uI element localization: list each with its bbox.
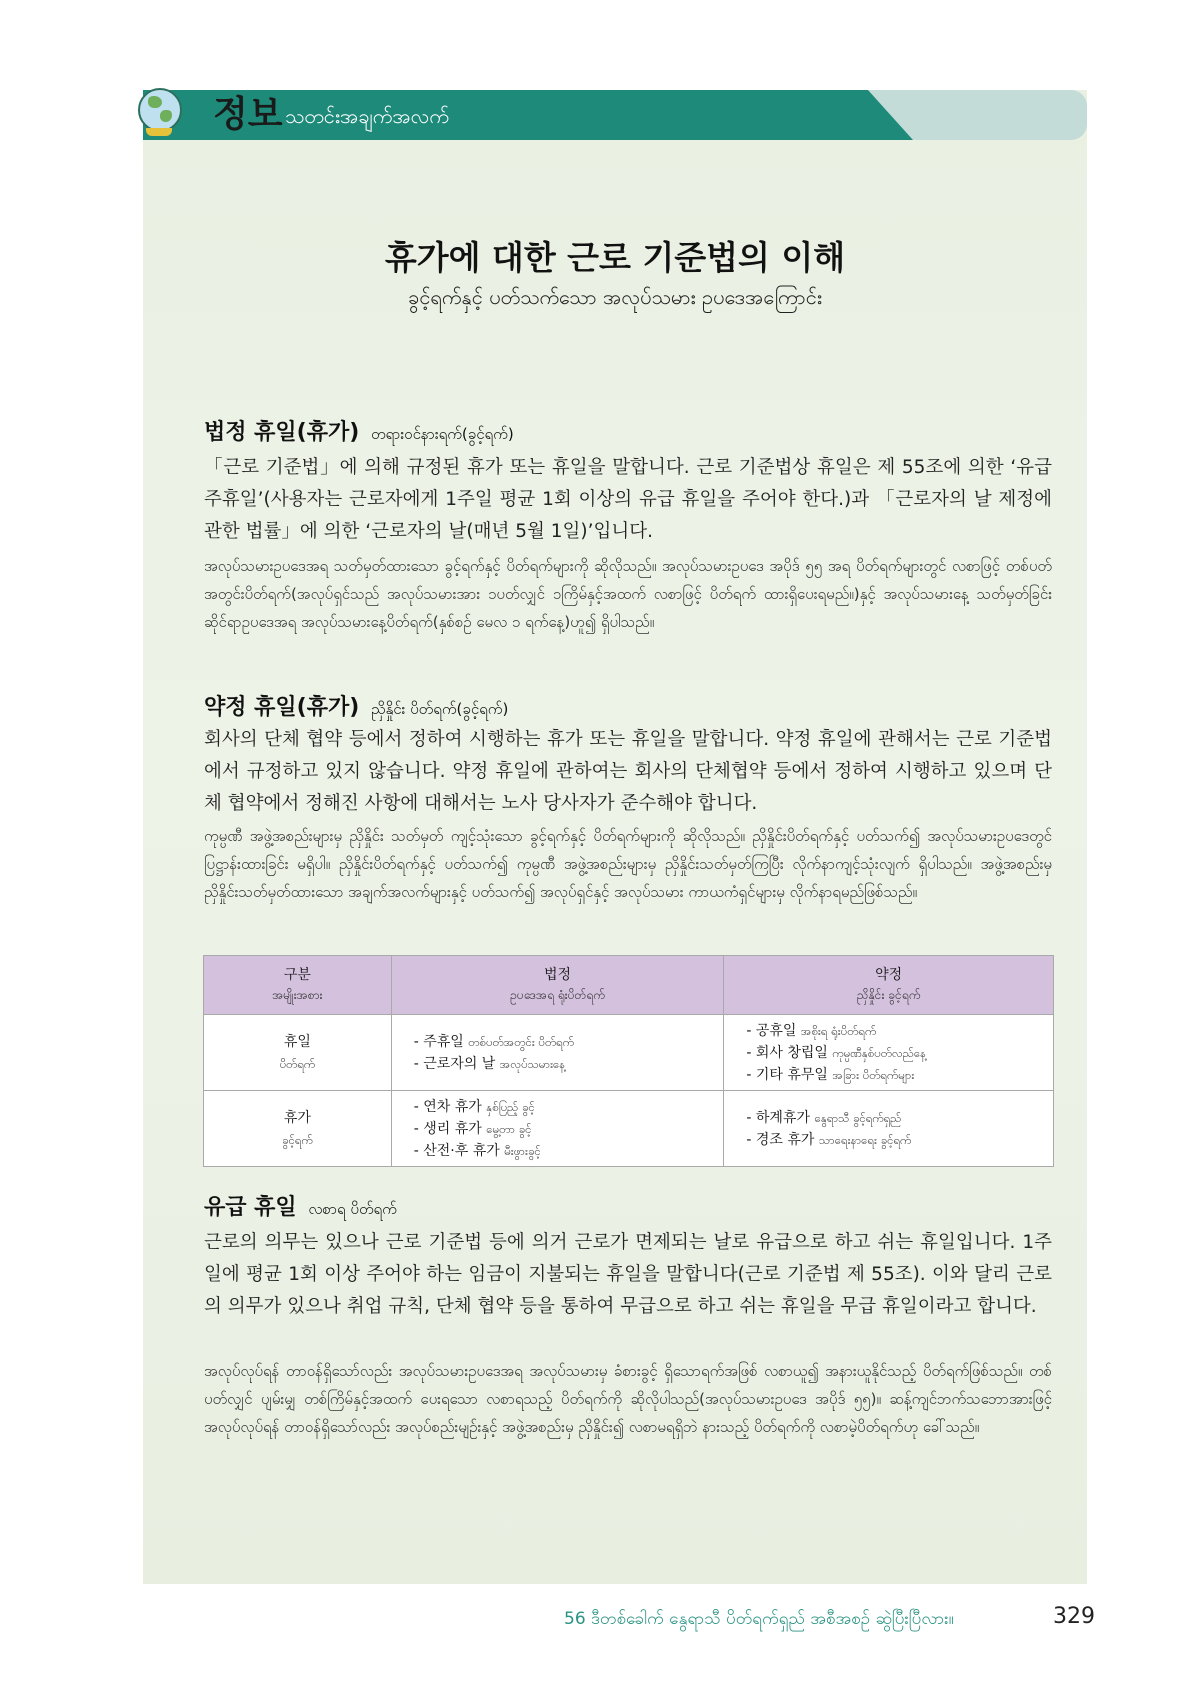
table-header: 약정 ညှိနှိုင်း ခွင့်ရက် xyxy=(724,956,1054,1015)
table-cell-legal: - 주휴일 တစ်ပတ်အတွင်း ပိတ်ရက် - 근로자의 날 အလုပ်သမားနေ့ xyxy=(391,1015,724,1091)
section-heading-ko: 유급 휴일 xyxy=(204,1195,297,1220)
section-heading-my: လစာရ ပိတ်ရက် xyxy=(308,1200,397,1218)
table-row xyxy=(204,1015,1054,1091)
section-body-ko: 「근로 기준법」에 의해 규정된 휴가 또는 휴일을 말합니다. 근로 기준법상 휴일은 제 55조에 의한 ‘유급 주휴일’(사용자는 근로자에게 1주일 평균 1회 이상의 유급 휴일을 주어야 한다.)과 「근로자의 날 제정에 관한 법률」에 의한 ‘근로자의 날(매년 5월 1일)’입니다. xyxy=(204,457,1052,542)
holiday-table xyxy=(203,955,1054,1167)
table-header: 구분 အမျိုးအစား xyxy=(204,956,392,1015)
table-cell-agreed: - 하계휴가 နွေရာသီ ခွင့်ရက်ရှည် - 경조 휴가 သာရေးနာရေး ခွင့်ရက် xyxy=(724,1091,1054,1167)
globe-icon xyxy=(138,88,182,132)
table-cell-agreed: - 공휴일 အစိုးရ ရုံးပိတ်ရက် - 회사 창립일 ကုမ္ပဏီနှစ်ပတ်လည်နေ့ - 기타 휴무일 အခြား ပိတ်ရက်များ xyxy=(724,1015,1054,1091)
banner-label-ko: 정보 xyxy=(213,94,283,135)
table-header-row xyxy=(204,956,1054,1015)
page-number: 329 xyxy=(1053,1604,1095,1629)
section-heading-agreed xyxy=(204,690,508,722)
table-cell-legal: - 연차 휴가 နှစ်ပြည့် ခွင့် - 생리 휴가 မွေ့တာ ခွင့် - 산전·후 휴가 မီးဖွားခွင့် xyxy=(391,1091,724,1167)
section-heading-my: တရားဝင်နားရက်(ခွင့်ရက်) xyxy=(370,425,514,443)
page-title: 휴가에 대한 근로 기준법의 이해 xyxy=(384,238,846,277)
section-heading-my: ညှိနှိုင်း ပိတ်ရက်(ခွင့်ရက်) xyxy=(370,700,509,718)
section-heading-ko: 약정 휴일(휴가) xyxy=(204,695,360,720)
section-body-my: အလုပ်လုပ်ရန် တာဝန်ရှိသော်လည်း အလုပ်သမားဥပဒေအရ အလုပ်သမားမှ ခံစားခွင့် ရှိသောရက်အဖြစ် လစာယူ၍ အနားယူနိုင်သည့် ပိတ်ရက်ဖြစ်သည်။ တစ်ပတ်လျှင် ပျမ်းမျှ တစ်ကြိမ်နှင့်အထက် ပေးရသော လစာရသည့် ပိတ်ရက်ကို ဆိုလိုပါသည်(အလုပ်သမားဥပဒေ အပိုဒ် ၅၅)။ ဆန့်ကျင်ဘက်သဘောအားဖြင့် အလုပ်လုပ်ရန် တာဝန်ရှိသော်လည်း အလုပ်စည်းမျဉ်းနှင့် အဖွဲ့အစည်းမှ ညှိနှိုင်း၍ လစာမရရှိဘဲ နားသည့် ပိတ်ရက်ကို လစာမဲ့ပိတ်ရက်ဟု ခေါ်သည်။ xyxy=(204,1362,1052,1436)
section-body-my: အလုပ်သမားဥပဒေအရ သတ်မှတ်ထားသော ခွင့်ရက်နှင့် ပိတ်ရက်များကို ဆိုလိုသည်။ အလုပ်သမားဥပဒေ အပိုဒ် ၅၅ အရ ပိတ်ရက်များတွင် လစာဖြင့် တစ်ပတ်အတွင်းပိတ်ရက်(အလုပ်ရှင်သည် အလုပ်သမားအား ၁ပတ်လျှင် ၁ကြိမ်နှင့်အထက် လစာဖြင့် ပိတ်ရက် ထားရှိပေးရမည်။)နှင့် အလုပ်သမားနေ့ သတ်မှတ်ခြင်းဆိုင်ရာဥပဒေအရ အလုပ်သမားနေ့ပိတ်ရက်(နှစ်စဉ် မေလ ၁ ရက်နေ့)ဟူ၍ ရှိပါသည်။ xyxy=(204,557,1052,631)
table-row xyxy=(204,1091,1054,1167)
globe-stand-icon xyxy=(146,128,172,136)
section-body-ko: 회사의 단체 협약 등에서 정하여 시행하는 휴가 또는 휴일을 말합니다. 약정 휴일에 관해서는 근로 기준법에서 규정하고 있지 않습니다. 약정 휴일에 관하여는 회사의 단체협약 등에서 정하여 시행하고 있으며 단체 협약에서 정해진 사항에 대해서는 노사 당사자가 준수해야 합니다. xyxy=(204,729,1052,814)
table-header: 법정 ဥပဒေအရ ရုံးပိတ်ရက် xyxy=(391,956,724,1015)
banner-label-my: သတင်းအချက်အလက် xyxy=(285,104,450,128)
section-heading-ko: 법정 휴일(휴가) xyxy=(204,420,360,445)
page-subtitle: ခွင့်ရက်နှင့် ပတ်သက်သော အလုပ်သမား ဥပဒေအကြောင်း xyxy=(408,285,822,309)
table-cell-category: 휴가 ခွင့်ရက် xyxy=(204,1091,392,1167)
footer-caption: 56 ဒီတစ်ခေါက် နွေရာသီ ပိတ်ရက်ရှည် အစီအစဉ် ဆွဲပြီးပြီလား။ xyxy=(564,1609,954,1629)
section-heading-paid xyxy=(204,1190,397,1222)
section-body-ko: 근로의 의무는 있으나 근로 기준법 등에 의거 근로가 면제되는 날로 유급으로 하고 쉬는 휴일입니다. 1주일에 평균 1회 이상 주어야 하는 임금이 지불되는 휴일을 말합니다(근로 기준법 제 55조). 이와 달리 근로의 의무가 있으나 취업 규칙, 단체 협약 등을 통하여 무급으로 하고 쉬는 휴일을 무급 휴일이라고 합니다. xyxy=(204,1232,1052,1317)
section-body-my: ကုမ္ပဏီ အဖွဲ့အစည်းများမှ ညှိနှိုင်း သတ်မှတ် ကျင့်သုံးသော ခွင့်ရက်နှင့် ပိတ်ရက်များကို ဆိုလိုသည်။ ညှိနှိုင်းပိတ်ရက်နှင့် ပတ်သက်၍ အလုပ်သမားဥပဒေတွင် ပြဋ္ဌာန်းထားခြင်း မရှိပါ။ ညှိနှိုင်းပိတ်ရက်နှင့် ပတ်သက်၍ ကုမ္ပဏီ အဖွဲ့အစည်းများမှ ညှိနှိုင်းသတ်မှတ်ကြပြီး လိုက်နာကျင့်သုံးလျက် ရှိပါသည်။ အဖွဲ့အစည်းမှ ညှိနှိုင်းသတ်မှတ်ထားသော အချက်အလက်များနှင့် ပတ်သက်၍ အလုပ်ရှင်နှင့် အလုပ်သမား ကာယကံရှင်များမှ လိုက်နာရမည်ဖြစ်သည်။ xyxy=(204,827,1052,901)
section-heading-legal xyxy=(204,415,514,447)
table-cell-category: 휴일 ပိတ်ရက် xyxy=(204,1015,392,1091)
